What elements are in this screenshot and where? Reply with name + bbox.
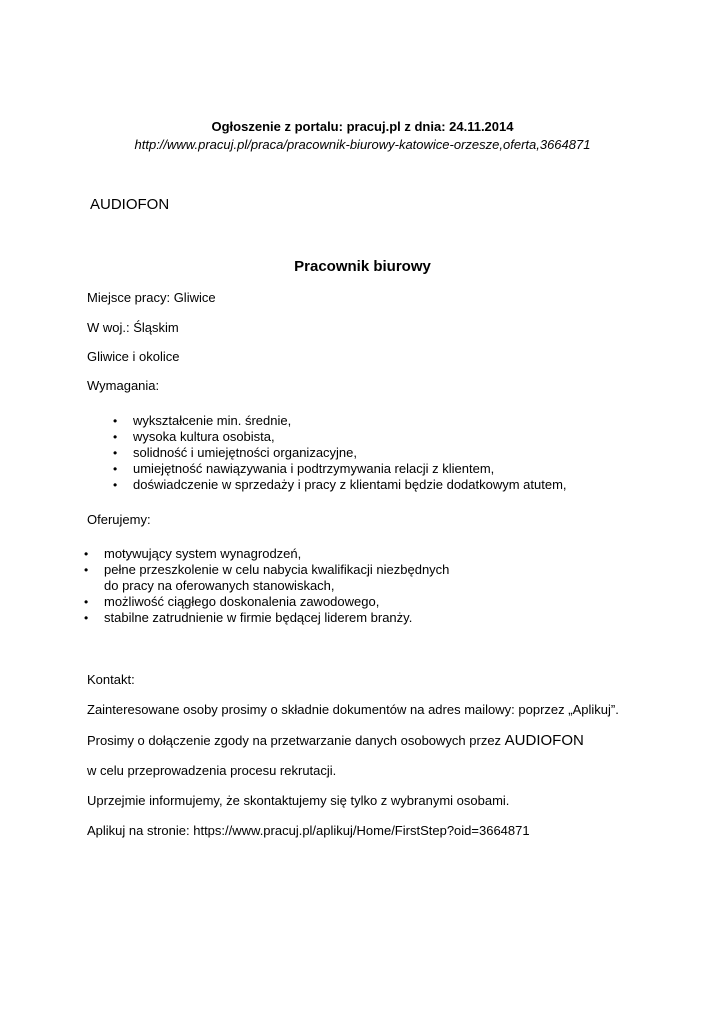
contact-heading: Kontakt: [87, 672, 135, 687]
source-url[interactable]: http://www.pracuj.pl/praca/pracownik-biurowy-katowice-orzesze,oferta,3664871 [134, 137, 591, 152]
list-item: • wykształcenie min. średnie, [113, 413, 292, 428]
company-name: AUDIOFON [90, 196, 170, 213]
list-item: • doświadczenie w sprzedaży i pracy z klientami będzie dodatkowym atutem, [113, 477, 567, 492]
bullet-icon: • [113, 478, 118, 492]
offer-list [84, 546, 450, 626]
voivodeship: W woj.: Śląskim [87, 320, 179, 335]
requirements-list [113, 413, 567, 493]
bullet-icon: • [84, 611, 89, 625]
list-item: • wysoka kultura osobista, [113, 429, 275, 444]
bullet-icon: • [84, 595, 89, 609]
source-header-title: Ogłoszenie z portalu: pracuj.pl z dnia: 24.11.2014 [211, 119, 514, 134]
bullet-icon: • [113, 430, 118, 444]
work-location: Miejsce pracy: Gliwice [87, 290, 216, 305]
contact-line-recruitment: w celu przeprowadzenia procesu rekrutacji. [87, 763, 337, 778]
area: Gliwice i okolice [87, 349, 180, 364]
bullet-icon: • [113, 414, 118, 428]
contact-line-info: Uprzejmie informujemy, że skontaktujemy się tylko z wybranymi osobami. [87, 793, 510, 808]
apply-link[interactable]: Aplikuj na stronie: https://www.pracuj.pl/aplikuj/Home/FirstStep?oid=3664871 [87, 823, 530, 838]
bullet-icon: • [84, 547, 89, 561]
list-item: • motywujący system wynagrodzeń, [84, 546, 302, 561]
list-item: • stabilne zatrudnienie w firmie będącej liderem branży. [84, 610, 413, 625]
contact-line-consent: Prosimy o dołączenie zgody na przetwarzanie danych osobowych przez AUDIOFON [87, 732, 584, 749]
list-item: • umiejętność nawiązywania i podtrzymywania relacji z klientem, [113, 461, 495, 476]
bullet-icon: • [113, 462, 118, 476]
list-item: • solidność i umiejętności organizacyjne, [113, 445, 358, 460]
bullet-icon: • [113, 446, 118, 460]
list-item: • możliwość ciągłego doskonalenia zawodowego, [84, 594, 380, 609]
job-title: Pracownik biurowy [294, 258, 431, 275]
bullet-icon: • [84, 563, 89, 577]
company-name-inline: AUDIOFON [504, 732, 584, 749]
offer-heading: Oferujemy: [87, 512, 151, 527]
requirements-heading: Wymagania: [87, 378, 160, 393]
list-item: do pracy na oferowanych stanowiskach, [104, 578, 335, 593]
list-item: • pełne przeszkolenie w celu nabycia kwalifikacji niezbędnych [84, 562, 450, 577]
contact-line-apply: Zainteresowane osoby prosimy o składnie dokumentów na adres mailowy: poprzez „Aplikuj”. [87, 702, 619, 717]
